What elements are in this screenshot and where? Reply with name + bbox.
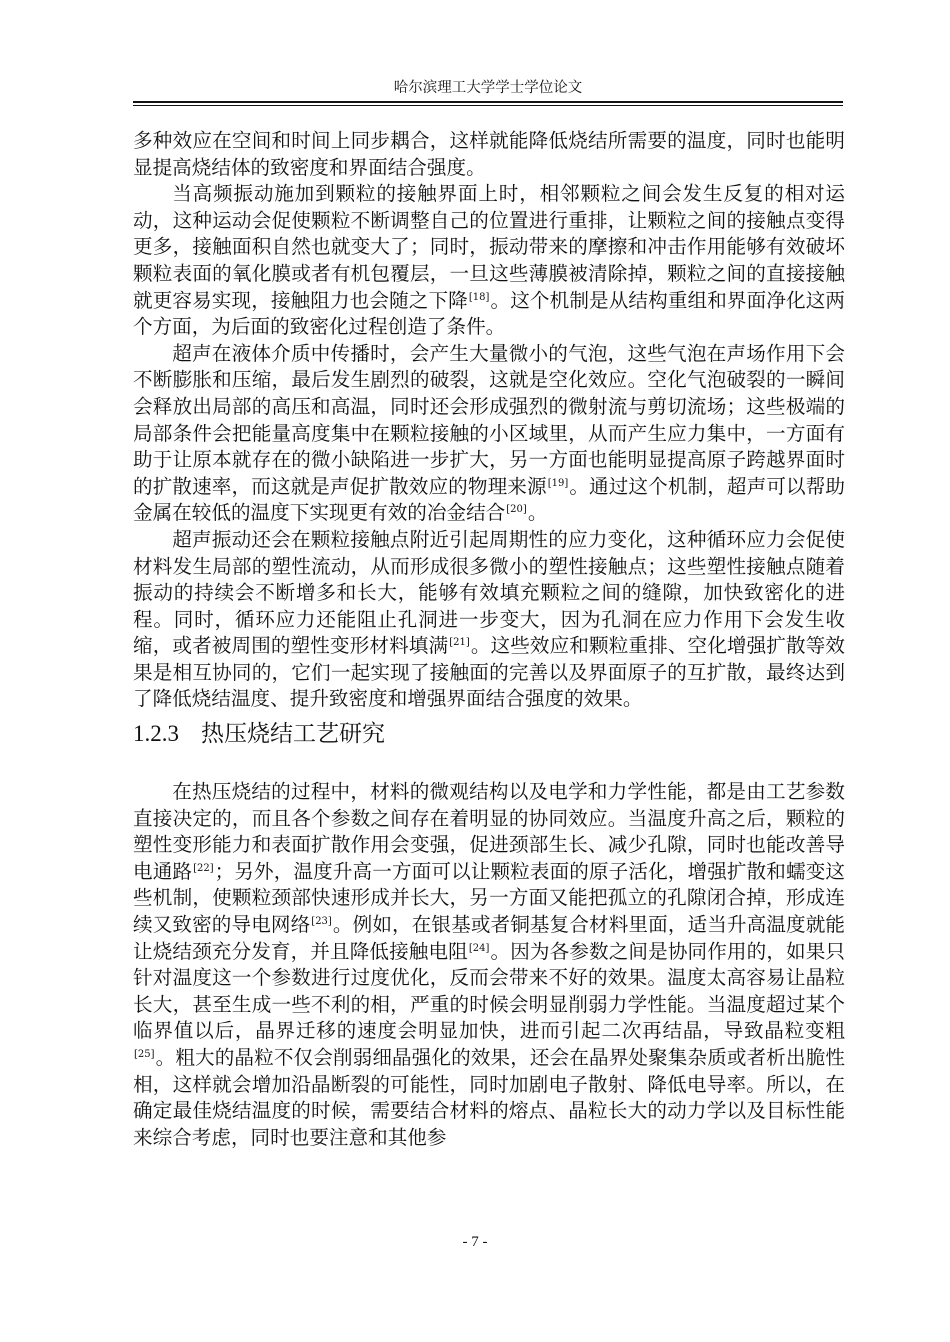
citation-24[interactable]: [24] [468, 942, 490, 954]
header-rule-thin [133, 105, 843, 106]
paragraph-hot-press: 在热压烧结的过程中，材料的微观结构以及电学和力学性能，都是由工艺参数直接决定的，而且各个参数之间存在着明显的协同效应。当温度升高之后，颗粒的塑性变形能力和表面扩散作用会变强，促进颈部生长、减少孔隙，同时也能改善导电通路[22]；另外，温度升高一方面可以让颗粒表面的原子活化，增强扩散和蠕变这些机制，使颗粒颈部快速形成并长大，另一方面又能把孤立的孔隙闭合掉，形成连续又致密的导电网络[23]。例如，在银基或者铜基复合材料里面，适当升高温度就能让烧结颈充分发育，并且降低接触电阻[24]。因为各参数之间是协同作用的，如果只针对温度这一个参数进行过度优化，反而会带来不好的效果。温度太高容易让晶粒长大，甚至生成一些不利的相，严重的时候会明显削弱力学性能。当温度超过某个临界值以后，晶界迁移的速度会明显加快，进而引起二次再结晶，导致晶粒变粗[25]。粗大的晶粒不仅会削弱细晶强化的效果，还会在晶界处聚集杂质或者析出脆性相，这样就会增加沿晶断裂的可能性，同时加剧电子散射、降低电导率。所以，在确定最佳烧结温度的时候，需要结合材料的熔点、晶粒长大的动力学以及目标性能来综合考虑，同时也要注意和其他参 [133, 780, 846, 1149]
citation-21[interactable]: [21] [449, 637, 470, 649]
header-rule-thick [133, 101, 843, 103]
running-header: 哈尔滨理工大学学士学位论文 [393, 80, 583, 96]
citation-22[interactable]: [22] [193, 862, 214, 874]
page-body [133, 128, 845, 1151]
citation-20[interactable]: [20] [506, 504, 527, 516]
citation-23[interactable]: [23] [311, 916, 332, 928]
paragraph-vibration: 当高频振动施加到颗粒的接触界面上时，相邻颗粒之间会发生反复的相对运动，这种运动会促使颗粒不断调整自己的位置进行重排，让颗粒之间的接触点变得更多，接触面积自然也就变大了；同时，振动带来的摩擦和冲击作用能够有效破坏颗粒表面的氧化膜或者有机包覆层，一旦这些薄膜被清除掉，颗粒之间的直接接触就更容易实现，接触阻力也会随之下降[18]。这个机制是从结构重组和界面净化这两个方面，为后面的致密化过程创造了条件。 [133, 182, 846, 339]
section-heading [133, 719, 845, 779]
paragraph-cavitation: 超声在液体介质中传播时，会产生大量微小的气泡，这些气泡在声场作用下会不断膨胀和压缩，最后发生剧烈的破裂，这就是空化效应。空化气泡破裂的一瞬间会释放出局部的高压和高温，同时还会形成强烈的微射流与剪切流场；这些极端的局部条件会把能量高度集中在颗粒接触的小区域里，从而产生应力集中，一方面有助于让原本就存在的微小缺陷进一步扩大，另一方面也能明显提高原子跨越界面时的扩散速率，而这就是声促扩散效应的物理来源[19]。通过这个机制，超声可以帮助金属在较低的温度下实现更有效的冶金结合[20]。 [133, 341, 846, 525]
section-title: 热压烧结工艺研究 [201, 721, 385, 748]
section-number: 1.2.3 [133, 721, 179, 747]
citation-25[interactable]: [25] [134, 1049, 155, 1060]
citation-19[interactable]: [19] [547, 477, 569, 489]
paragraph-continued: 多种效应在空间和时间上同步耦合，这样就能降低烧结所需要的温度，同时也能明显提高烧结体的致密度和界面结合强度。 [133, 129, 845, 179]
page-number: - 7 - [462, 1234, 488, 1250]
paragraph-cyclic-stress: 超声振动还会在颗粒接触点附近引起周期性的应力变化，这种循环应力会促使材料发生局部的塑性流动，从而形成很多微小的塑性接触点；这些塑性接触点随着振动的持续会不断增多和长大，能够有效填充颗粒之间的缝隙，加快致密化的进程。同时，循环应力还能阻止孔洞进一步变大，因为孔洞在应力作用下会发生收缩，或者被周围的塑性变形材料填满[21]。这些效应和颗粒重排、空化增强扩散等效果是相互协同的，它们一起实现了接触面的完善以及界面原子的互扩散，最终达到了降低烧结温度、提升致密度和增强界面结合强度的效果。 [133, 527, 846, 711]
citation-18[interactable]: [18] [468, 291, 490, 303]
